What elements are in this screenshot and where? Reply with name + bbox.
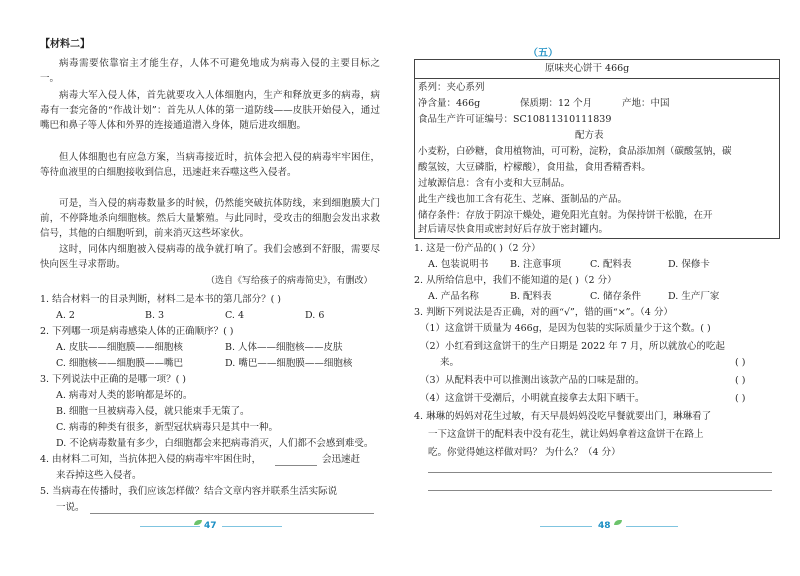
r-question-3-item-3-blank[interactable]: ( ) — [735, 375, 746, 386]
r-question-2-option-b[interactable]: B. 配料表 — [510, 291, 552, 302]
section-title: （五） — [528, 48, 558, 59]
r-question-2-option-a[interactable]: A. 产品名称 — [428, 291, 479, 302]
r-question-1-stem: 1. 这是一份产品的( )（2 分） — [414, 243, 541, 254]
r-question-4-line-3: 吃。你觉得她这样做对吗？ 为什么？（4 分） — [428, 447, 621, 458]
r-leaf-icon — [614, 520, 622, 525]
facility-info: 此生产线也加工含有花生、芝麻、蛋制品的产品。 — [418, 194, 628, 205]
question-2-stem: 2. 下列哪一项是病毒感染人体的正确顺序？( ) — [40, 326, 234, 337]
page-number-deco-left — [140, 526, 200, 527]
r-question-2-stem: 2. 从所给信息中，我们不能知道的是( )（2 分） — [414, 275, 617, 286]
r-question-2-option-d[interactable]: D. 生产厂家 — [668, 291, 720, 302]
question-1-option-a[interactable]: A. 2 — [56, 310, 75, 321]
r-question-3-item-2-blank[interactable]: ( ) — [735, 357, 746, 368]
r-question-3-stem: 3. 判断下列说法是否正确，对的画“√”，错的画“×”。（4 分） — [414, 307, 673, 318]
ingredients-line-1: 小麦粉，白砂糖，食用植物油，可可粉，淀粉，食品添加剂（碳酸氢钠，碳 — [418, 146, 732, 157]
question-1-option-d[interactable]: D. 6 — [305, 310, 325, 321]
product-shelf-life: 保质期：12 个月 — [520, 98, 593, 109]
question-3-option-c[interactable]: C. 病毒的种类有很多，新型冠状病毒只是其中一种。 — [56, 422, 278, 433]
product-name-divider — [414, 78, 780, 79]
r-question-4-line-2: 一下这盒饼干的配料表中没有花生，就让妈妈拿着这盒饼干在路上 — [428, 429, 704, 440]
question-5-line-2: 一说。 — [56, 502, 85, 513]
question-2-option-b[interactable]: B. 人体——细胞核——皮肤 — [225, 342, 343, 353]
r-question-4-answer-line-2[interactable] — [428, 490, 772, 491]
question-4-blank[interactable] — [275, 465, 317, 466]
paragraph-4: 可是，当入侵的病毒数量多的时候，仍然能突破抗体防线，来到细胞膜大门前，不停降地杀向细胞核。然后大量繁殖。与此同时，受攻击的细胞会发出求救信号，其他的白细胞听到，前来消灭这些坏家伙。 — [40, 198, 380, 239]
r-question-4-line-1: 4. 琳琳的妈妈对花生过敏，有天早晨妈妈没吃早餐就要出门，琳琳看了 — [414, 411, 712, 422]
r-question-4-answer-line-1[interactable] — [428, 472, 772, 473]
ingredients-line-2: 酸氢铵，大豆磷脂，柠檬酸），食用盐，食用香精香料。 — [418, 162, 651, 173]
r-question-3-item-1: （1）这盒饼干质量为 466g，是因为包装的实际质量少于这个数。( ) — [420, 323, 711, 334]
source-citation: （选自《写给孩子的病毒简史》，有删改） — [206, 276, 373, 286]
paragraph-2: 病毒大军入侵人体，首先就要攻入人体细胞内，生产和释放更多的病毒，病毒有一套完备的“作战计划”：首先从人体的第一道防线——皮肤开始侵入，通过嘴巴和鼻子等人体和外界的连接通道潜入身体，随后进攻细胞。 — [40, 90, 380, 131]
ingredients-title: 配方表 — [575, 130, 604, 141]
question-1-stem: 1. 结合材料一的目录判断，材料二是本书的第几部分？( ) — [40, 294, 282, 305]
question-5-answer-line-1[interactable] — [90, 513, 374, 514]
paragraph-3: 但人体细胞也有应急方案，当病毒接近时，抗体会把入侵的病毒牢牢困住，等待血液里的白细胞接收到信息，迅速赶来吞噬这些入侵者。 — [40, 152, 380, 178]
allergen-info: 过敏源信息：含有小麦和大豆制品。 — [418, 178, 571, 189]
question-4-line-1: 4. 由材料二可知，当抗体把入侵的病毒牢牢困住时， — [40, 454, 262, 465]
r-question-1-option-c[interactable]: C. 配料表 — [590, 259, 632, 270]
r-question-2-option-c[interactable]: C. 储存条件 — [590, 291, 641, 302]
r-question-3-item-4: （4）这盒饼干受潮后，小明就直接拿去太阳下晒干。 — [420, 393, 645, 404]
r-page-number-deco-right — [626, 526, 678, 527]
question-5-line-1: 5. 当病毒在传播时，我们应该怎样做？结合文章内容并联系生活实际说 — [40, 486, 338, 497]
product-series: 系列：夹心系列 — [418, 82, 485, 93]
product-name: 原味夹心饼干 466g — [545, 63, 630, 74]
r-question-3-item-2: （2）小红看到这盒饼干的生产日期是 2022 年 7 月，所以就放心的吃起 — [420, 341, 725, 352]
question-3-option-a[interactable]: A. 病毒对人类的影响都是坏的。 — [56, 390, 193, 401]
product-license: 食品生产许可证编号：SC10811310111839 — [418, 114, 612, 125]
r-question-1-option-d[interactable]: D. 保修卡 — [668, 259, 710, 270]
page-number: 47 — [204, 521, 217, 531]
r-question-3-item-4-blank[interactable]: ( ) — [735, 393, 746, 404]
product-origin: 产地：中国 — [622, 98, 670, 109]
question-2-option-d[interactable]: D. 嘴巴——细胞膜——细胞核 — [225, 358, 353, 369]
r-page-number-deco-left — [540, 526, 592, 527]
question-4-line-1-end: 会迅速赶 — [322, 454, 361, 465]
r-question-3-item-2-cont: 来。 — [440, 357, 460, 368]
paragraph-5: 这时，同体内细胞被入侵病毒的战争就打响了。我们会感到不舒服，需要尽快向医生寻求帮助。 — [40, 244, 380, 270]
question-2-option-c[interactable]: C. 细胞核——细胞膜——嘴巴 — [56, 358, 183, 369]
material-header: 【材料二】 — [40, 39, 90, 50]
question-1-option-b[interactable]: B. 3 — [145, 310, 165, 321]
question-3-option-d[interactable]: D. 不论病毒数量有多少，白细胞都会来把病毒消灭，人们都不会感到难受。 — [56, 438, 374, 449]
question-4-line-2: 来吞掉这些入侵者。 — [56, 470, 142, 481]
storage-line-1: 储存条件：存放于阴凉干燥处，避免阳光直射。为保持饼干松脆，在开 — [418, 210, 713, 221]
storage-line-2: 封后请尽快食用或密封好后存放于密封罐内。 — [418, 224, 609, 235]
r-question-1-option-a[interactable]: A. 包装说明书 — [428, 259, 489, 270]
question-1-option-c[interactable]: C. 4 — [225, 310, 245, 321]
page-number-deco-right — [222, 526, 282, 527]
leaf-icon — [194, 520, 202, 525]
paragraph-1: 病毒需要依靠宿主才能生存，人体不可避免地成为病毒入侵的主要目标之一。 — [40, 58, 380, 84]
question-2-option-a[interactable]: A. 皮肤——细胞膜——细胞核 — [56, 342, 183, 353]
question-3-option-b[interactable]: B. 细胞一旦被病毒入侵，就只能束手无策了。 — [56, 406, 250, 417]
question-3-stem: 3. 下列说法中正确的是哪一项？( ) — [40, 374, 187, 385]
r-question-1-option-b[interactable]: B. 注意事项 — [510, 259, 562, 270]
r-question-3-item-3: （3）从配料表中可以推测出该款产品的口味是甜的。 — [420, 375, 645, 386]
r-page-number: 48 — [598, 521, 611, 531]
product-net-content: 净含量：466g — [418, 98, 481, 109]
